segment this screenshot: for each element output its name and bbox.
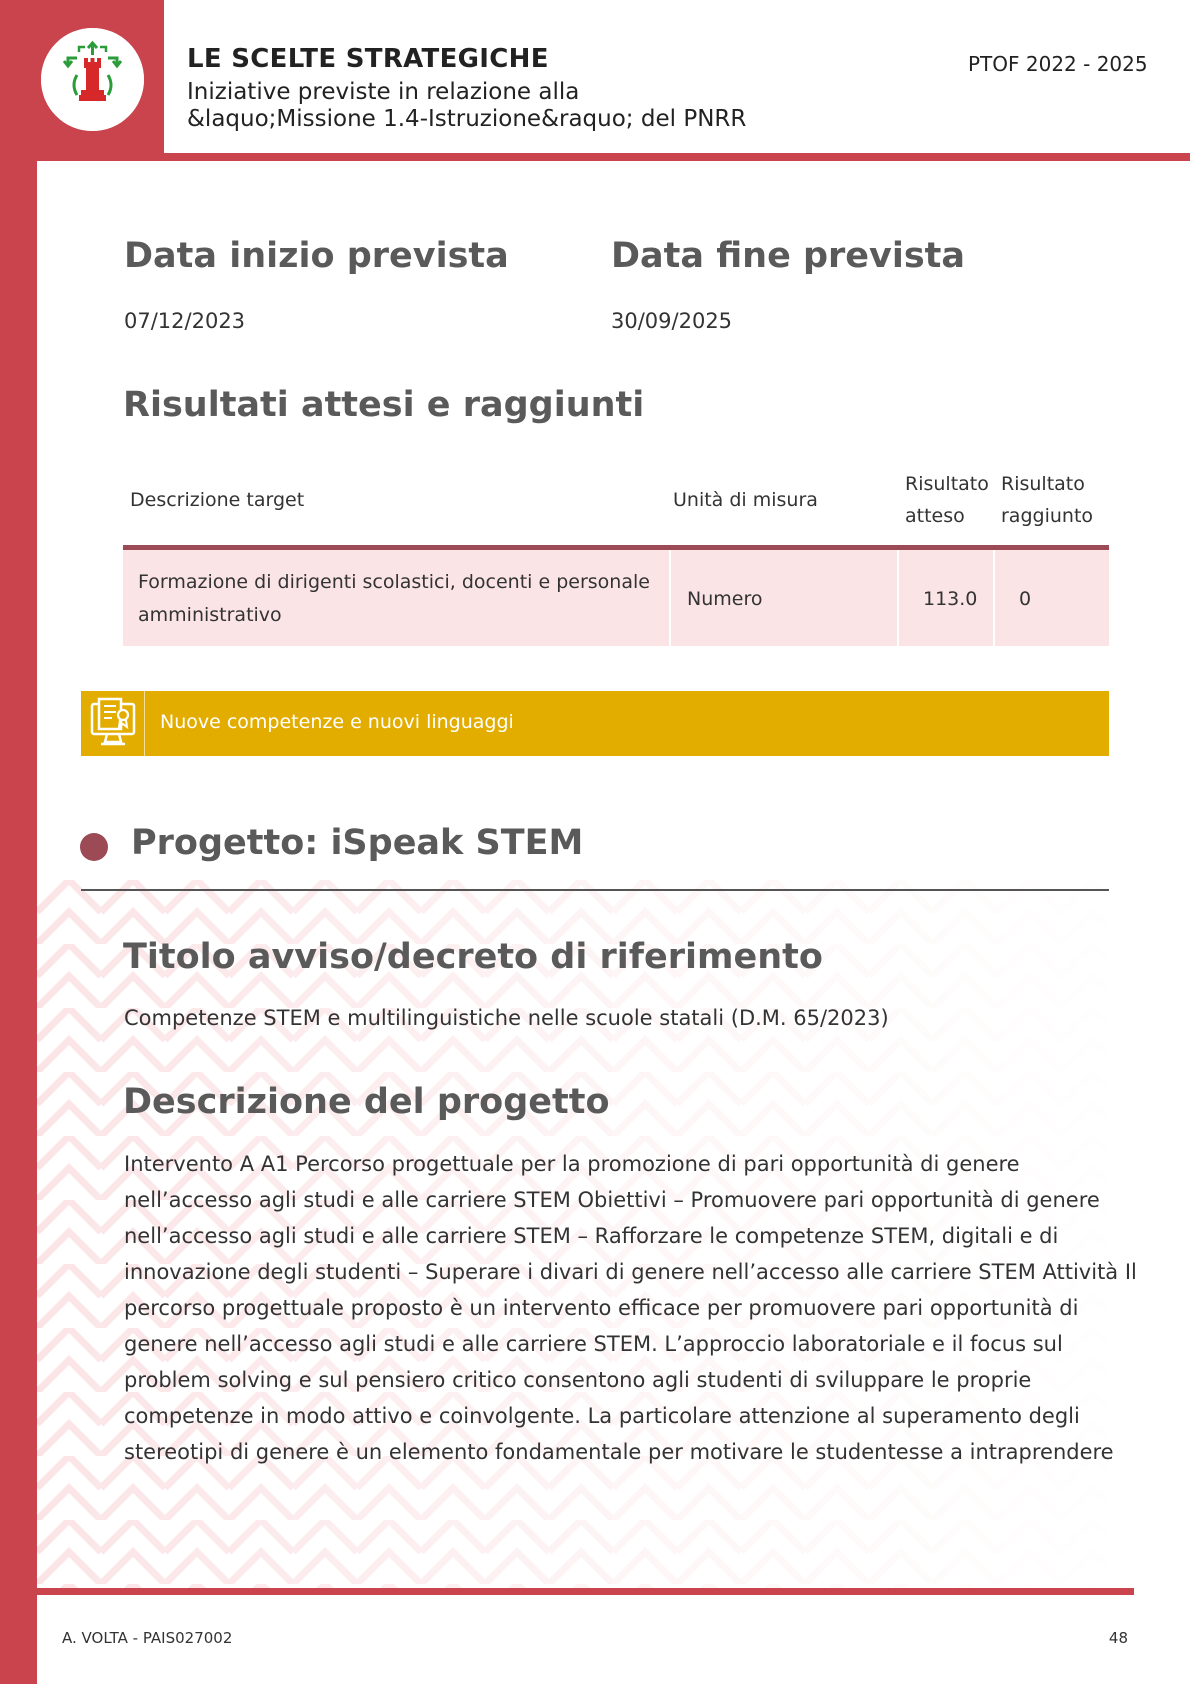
reference-heading: Titolo avviso/decreto di riferimento: [123, 937, 823, 977]
row-expected: 113.0: [923, 588, 978, 610]
school-logo-icon: [41, 28, 144, 131]
col-header-achieved: [1001, 468, 1093, 532]
description-line: competenze in modo attivo e coinvolgente. La particolare attenzione al superamento degli: [124, 1404, 1080, 1428]
footer-divider: [37, 1588, 1134, 1595]
description-line: nell’accesso agli studi e alle carriere STEM – Rafforzare le competenze STEM, digitali e di: [124, 1224, 1059, 1248]
col-header-unit: Unità di misura: [673, 489, 818, 511]
col-header-achieved-line-1: Risultato: [1001, 473, 1085, 495]
row-description-line-1: Formazione di dirigenti scolastici, docenti e personale: [138, 571, 650, 593]
header-subtitle-line-1: Iniziative previste in relazione alla: [187, 79, 580, 105]
description-heading: Descrizione del progetto: [123, 1082, 610, 1122]
end-date-value: 30/09/2025: [611, 309, 733, 333]
row-description: [138, 566, 650, 632]
description-line: nell’accesso agli studi e alle carriere STEM Obiettivi – Promuovere pari opportunità di genere: [124, 1188, 1100, 1212]
header-subtitle: [187, 79, 746, 133]
col-header-achieved-line-2: raggiunto: [1001, 505, 1094, 527]
header-title: LE SCELTE STRATEGICHE: [187, 44, 549, 74]
project-title: Progetto: iSpeak STEM: [131, 823, 584, 863]
category-banner: [81, 691, 1109, 756]
ptof-period: PTOF 2022 - 2025: [968, 52, 1148, 76]
col-header-expected-line-1: Risultato: [905, 473, 989, 495]
description-line: genere nell’accesso agli studi e alle carriere STEM. L’approccio laboratoriale e il focus sul: [124, 1332, 1063, 1356]
description-line: stereotipi di genere è un elemento fondamentale per motivare le studentesse a intraprendere: [124, 1440, 1114, 1464]
description-line: percorso progettuale proposto è un intervento efficace per promuovere pari opportunità di: [124, 1296, 1079, 1320]
header-subtitle-line-2: &laquo;Missione 1.4-Istruzione&raquo; del PNRR: [187, 106, 747, 132]
end-date-heading: Data fine prevista: [611, 236, 966, 276]
row-achieved: 0: [1019, 588, 1032, 610]
description-line: problem solving e sul pensiero critico consentono agli studenti di sviluppare le proprie: [124, 1368, 1032, 1392]
row-description-line-2: amministrativo: [138, 604, 282, 626]
results-heading: Risultati attesi e raggiunti: [123, 385, 645, 425]
row-unit: Numero: [687, 588, 763, 610]
bullet-dot: [80, 833, 108, 861]
project-divider: [81, 889, 1109, 891]
computer-document-icon: [81, 691, 145, 756]
banner-label: Nuove competenze e nuovi linguaggi: [160, 711, 514, 733]
description-line: innovazione degli studenti – Superare i divari di genere nell’accesso alle carriere STEM Attività Il: [124, 1260, 1137, 1284]
project-description: [124, 1146, 1137, 1470]
header-divider: [37, 153, 1190, 161]
footer-school: A. VOLTA - PAIS027002: [62, 1629, 233, 1647]
start-date-heading: Data inizio prevista: [124, 236, 509, 276]
school-logo: [41, 28, 144, 131]
col-header-expected: [905, 468, 989, 532]
reference-text: Competenze STEM e multilinguistiche nelle scuole statali (D.M. 65/2023): [124, 1006, 889, 1030]
page-number: 48: [1108, 1629, 1128, 1647]
left-decorative-band: [0, 0, 37, 1684]
start-date-value: 07/12/2023: [124, 309, 246, 333]
table-cell-achieved: [995, 550, 1109, 646]
description-line: Intervento A A1 Percorso progettuale per la promozione di pari opportunità di genere: [124, 1152, 1020, 1176]
col-header-expected-line-2: atteso: [905, 505, 965, 527]
col-header-description: Descrizione target: [130, 489, 305, 511]
